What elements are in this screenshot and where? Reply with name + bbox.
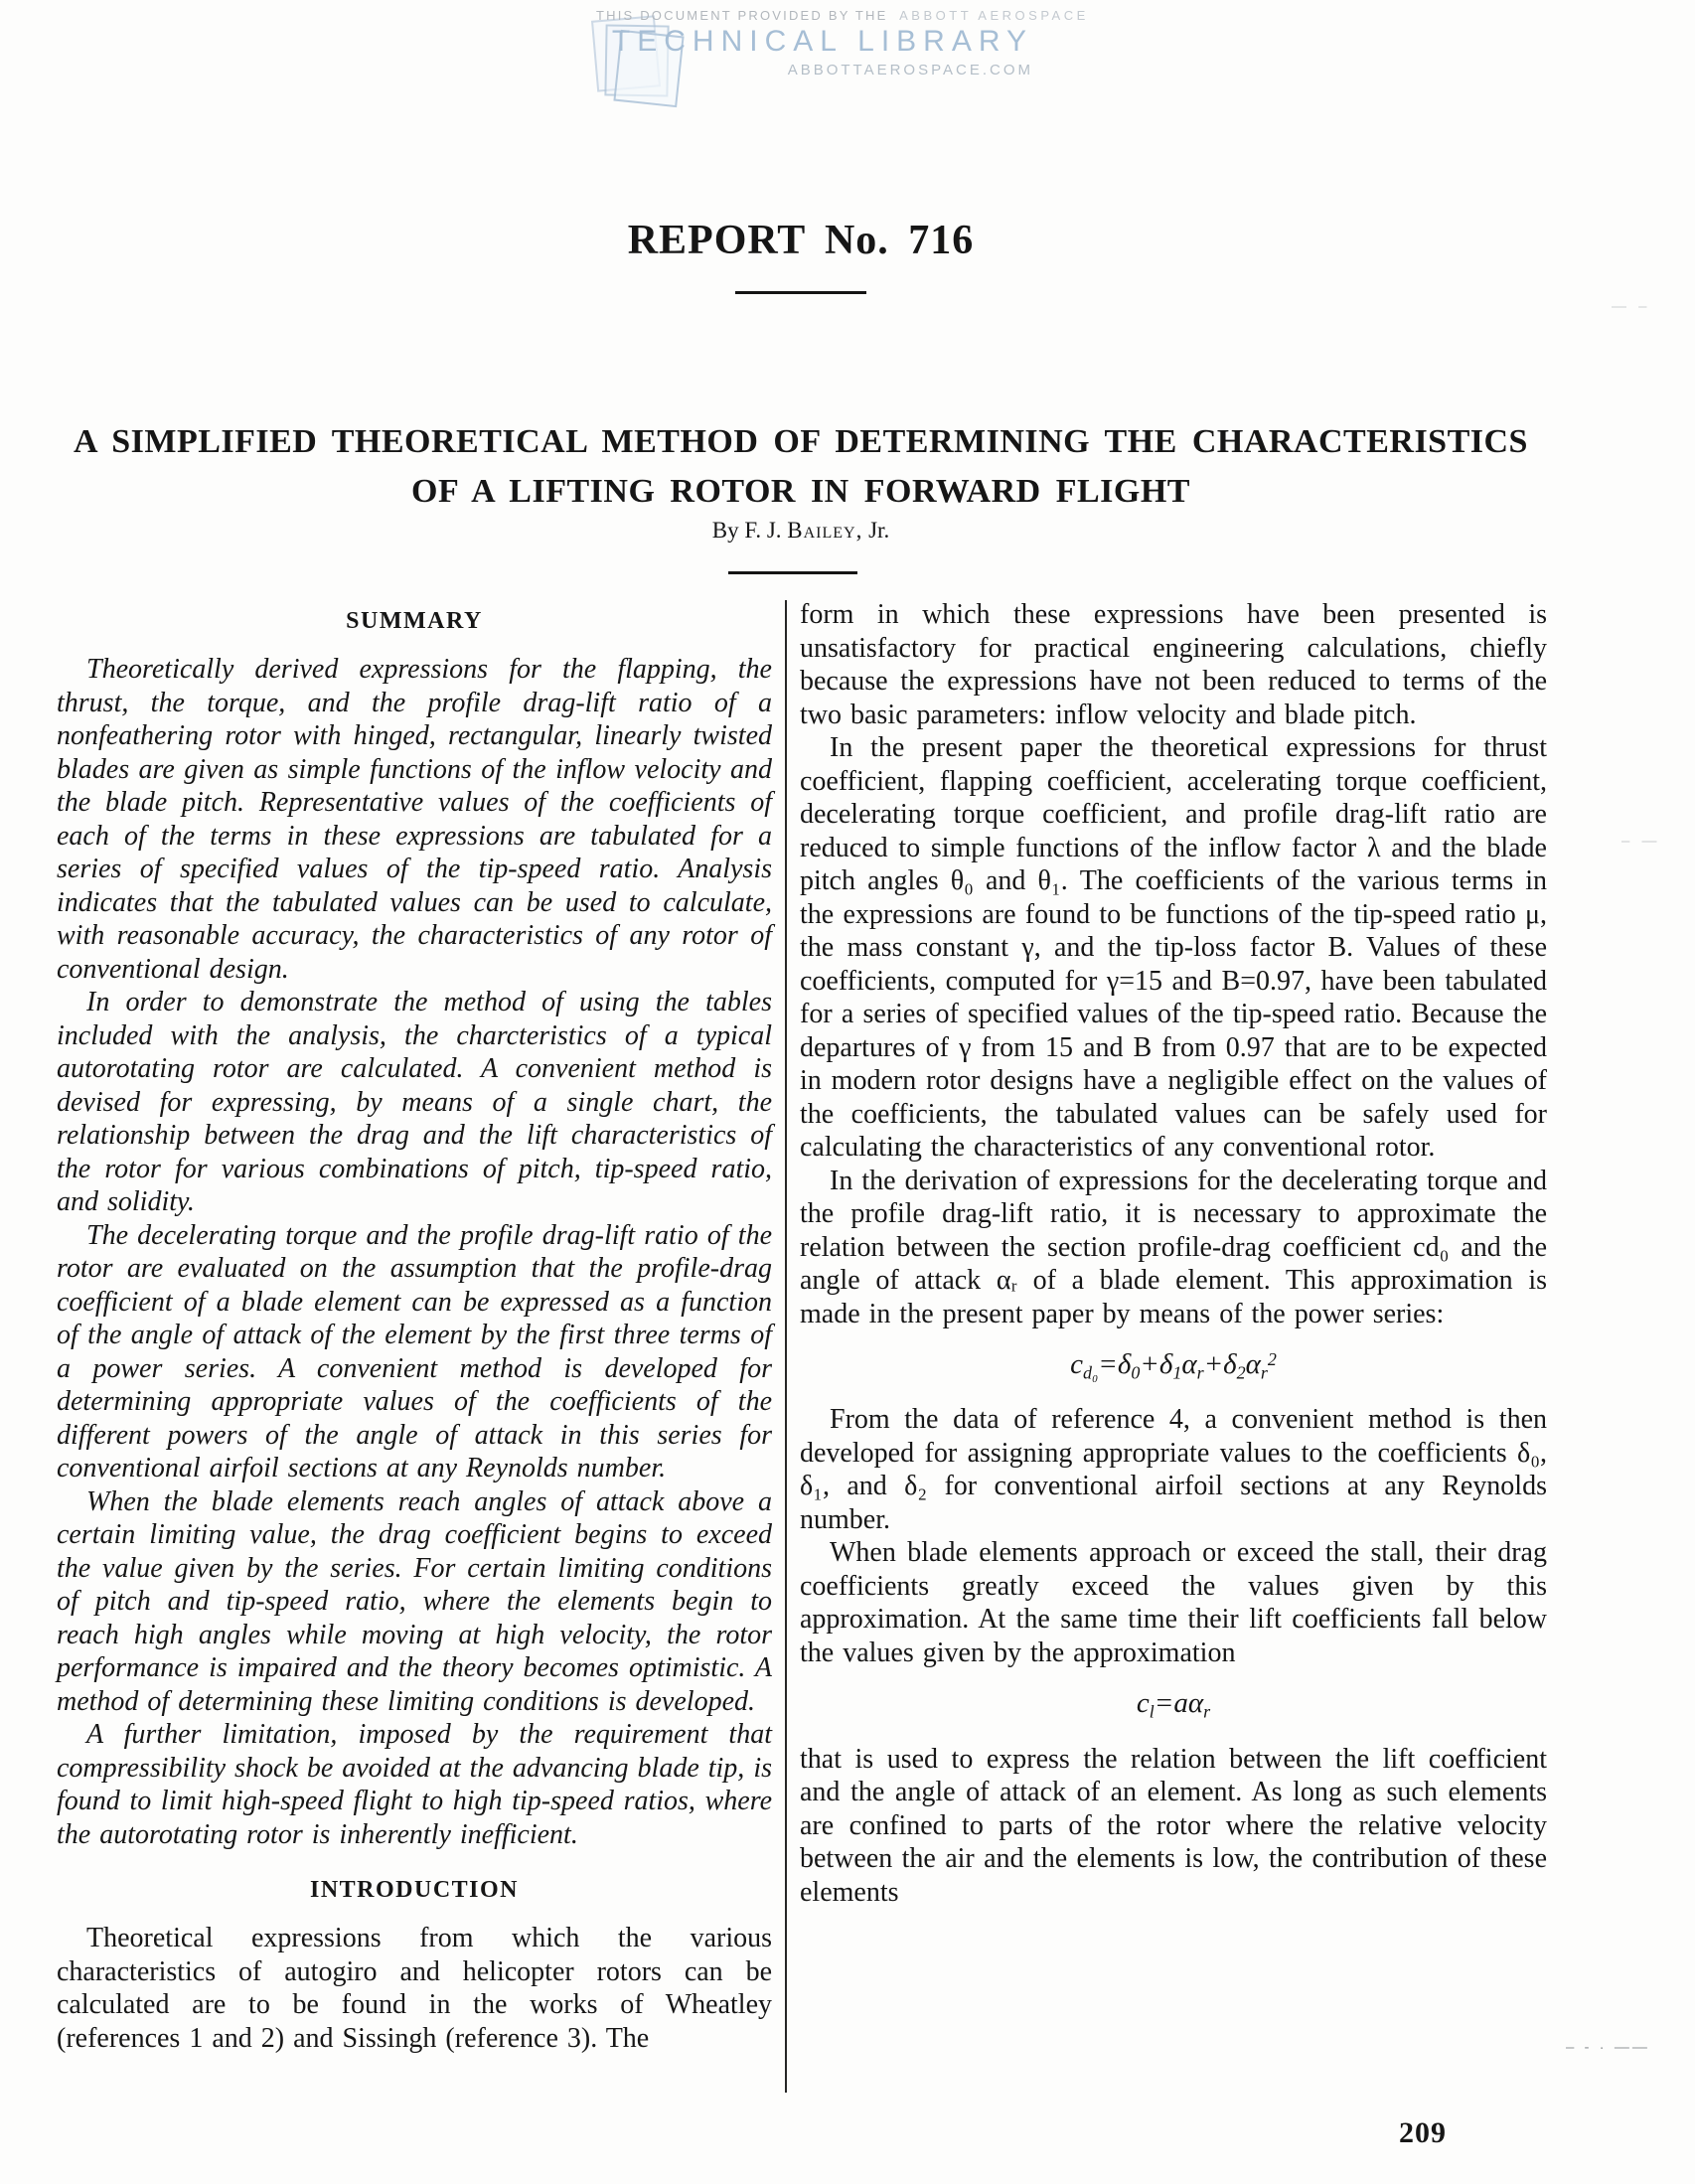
- summary-paragraph-5: A further limitation, imposed by the requirement that compressibility shock be avoided at the advancing blade tip, is found to limit high-speed flight to high tip-speed ratios, where the autorotating rotor is inherently inefficient.: [57, 1719, 772, 1850]
- right-paragraph-6: that is used to express the relation between the lift coefficient and the angle of attack of an element. As long as such elements are confined to parts of the rotor where the relative velocity between the air and the elements is low, the contribution of these elements: [800, 1743, 1547, 1908]
- introduction-heading: INTRODUCTION: [309, 1877, 520, 1903]
- summary-paragraph-2: In order to demonstrate the method of using the tables included with the analysis, the charcteristics of a typical autorotating rotor are calculated. A convenient method is devised for expressing, by means of a single chart, the relationship between the drag and the lift characteristics of the rotor for various combinations of pitch, tip-speed ratio, and solidity.: [57, 987, 772, 1217]
- scan-artifact-dashes-middle: – —: [1621, 833, 1661, 850]
- right-paragraph-2: In the present paper the theoretical expressions for thrust coefficient, flapping coefficient, accelerating torque coefficient, decelerating torque coefficient, and profile drag-lift ratio are reduced to simple functions of the inflow factor λ and the blade pitch angles θ₀ and θ₁. The coefficients of the various terms in the expressions are found to be functions of the tip-speed ratio μ, the mass constant γ, and the tip-loss factor B. Values of these coefficients, computed for γ=15 and B=0.97, have been tabulated for a series of specified values of the tip-speed ratio. Because the departures of γ from 15 and B from 0.97 that are to be expected in modern rotor designs have a negligible effect on the values of the coefficients, the tabulated values can be safely used for calculating the characteristics of any conventional rotor.: [800, 732, 1547, 1163]
- byline-prefix: By F. J.: [711, 518, 788, 543]
- left-column: [57, 596, 772, 2055]
- lift-coefficient-formula: $c_l=a\alpha_r$: [1136, 1687, 1211, 1722]
- paper-title-line2: OF A LIFTING ROTOR IN FORWARD FLIGHT: [411, 473, 1190, 510]
- right-paragraph-4: From the data of reference 4, a convenient method is then developed for assigning appropriate values to the coefficients δ₀, δ₁, and δ₂ for conventional airfoil sections at any Reynolds number.: [800, 1404, 1547, 1535]
- summary-heading: SUMMARY: [346, 608, 483, 634]
- column-divider-rule: [785, 600, 787, 2093]
- report-number-rule: [735, 291, 866, 294]
- right-paragraph-3: In the derivation of expressions for the decelerating torque and the profile drag-lift ratio, it is necessary to approximate the relation between the section profile-drag coefficient cd₀ and the angle of attack αᵣ of a blade element. This approximation is made in the present paper by means of the power series:: [800, 1165, 1547, 1329]
- right-paragraph-1: form in which these expressions have been presented is unsatisfactory for practical engineering calculations, chiefly because the expressions have not been reduced to terms of the two basic parameters: inflow velocity and blade pitch.: [800, 599, 1547, 730]
- introduction-paragraph-1: Theoretical expressions from which the various characteristics of autogiro and helicopter rotors can be calculated are to be found in the works of Wheatley (references 1 and 2) and Sissingh (reference 3). The: [57, 1923, 772, 2054]
- summary-paragraph-1: Theoretically derived expressions for the flapping, the thrust, the torque, and the profile drag-lift ratio of a nonfeathering rotor with hinged, rectangular, linearly twisted blades are given as simple functions of the inflow velocity and the blade pitch. Representative values of the coefficients of each of the terms in these expressions are tabulated for a series of specified values of the tip-speed ratio. Analysis indicates that the tabulated values can be used to calculate, with reasonable accuracy, the characteristics of any rotor of conventional design.: [57, 654, 772, 985]
- byline-rule: [728, 571, 857, 574]
- byline-suffix: Jr.: [862, 518, 890, 543]
- right-column: [800, 596, 1547, 1909]
- paper-title-line1: A SIMPLIFIED THEORETICAL METHOD OF DETERMINING THE CHARACTERISTICS: [74, 423, 1528, 460]
- website-text: ABBOTTAEROSPACE.COM: [787, 62, 1033, 78]
- summary-paragraph-3: The decelerating torque and the profile drag-lift ratio of the rotor are evaluated on the assumption that the profile-drag coefficient of a blade element can be expressed as a function of the angle of attack of the element by the first three terms of a power series. A convenient method is developed for determining appropriate values of the coefficients of the different powers of the angle of attack in this series for conventional airfoil sections at any Reynolds number.: [57, 1219, 772, 1483]
- summary-paragraph-4: When the blade elements reach angles of attack above a certain limiting value, the drag coefficient begins to exceed the value given by the series. For certain limiting conditions of pitch and tip-speed ratio, where the elements begin to reach high angles while moving at high velocity, the rotor performance is impaired and the theory becomes optimistic. A method of determining these limiting conditions is developed.: [57, 1485, 772, 1717]
- abbott-aerospace-watermark: [596, 8, 1089, 78]
- provided-by-line: [596, 8, 1089, 23]
- scan-artifact-dashes-bottom: – - · ——: [1566, 2039, 1650, 2056]
- paper-title: [40, 417, 1562, 517]
- byline: [55, 518, 1547, 544]
- report-number: REPORT No. 716: [627, 218, 975, 263]
- brand-company-text: ABBOTT AEROSPACE: [899, 8, 1089, 23]
- scan-artifact-dashes-top: — –: [1612, 298, 1651, 315]
- provided-by-text: THIS DOCUMENT PROVIDED BY THE: [596, 8, 888, 23]
- page-number: 209: [1399, 2116, 1447, 2149]
- technical-library-logo-text: TECHNICAL LIBRARY: [611, 25, 1033, 58]
- right-paragraph-5: When blade elements approach or exceed the stall, their drag coefficients greatly exceed the values given by this approximation. At the same time their lift coefficients fall below the values given by the approximation: [800, 1537, 1547, 1668]
- profile-drag-power-series-formula: $c_{d_0}=\delta_0+\delta_1\alpha_r+\delta_2\alpha_r^2$: [1070, 1348, 1277, 1383]
- author-name: Bailey,: [787, 518, 863, 543]
